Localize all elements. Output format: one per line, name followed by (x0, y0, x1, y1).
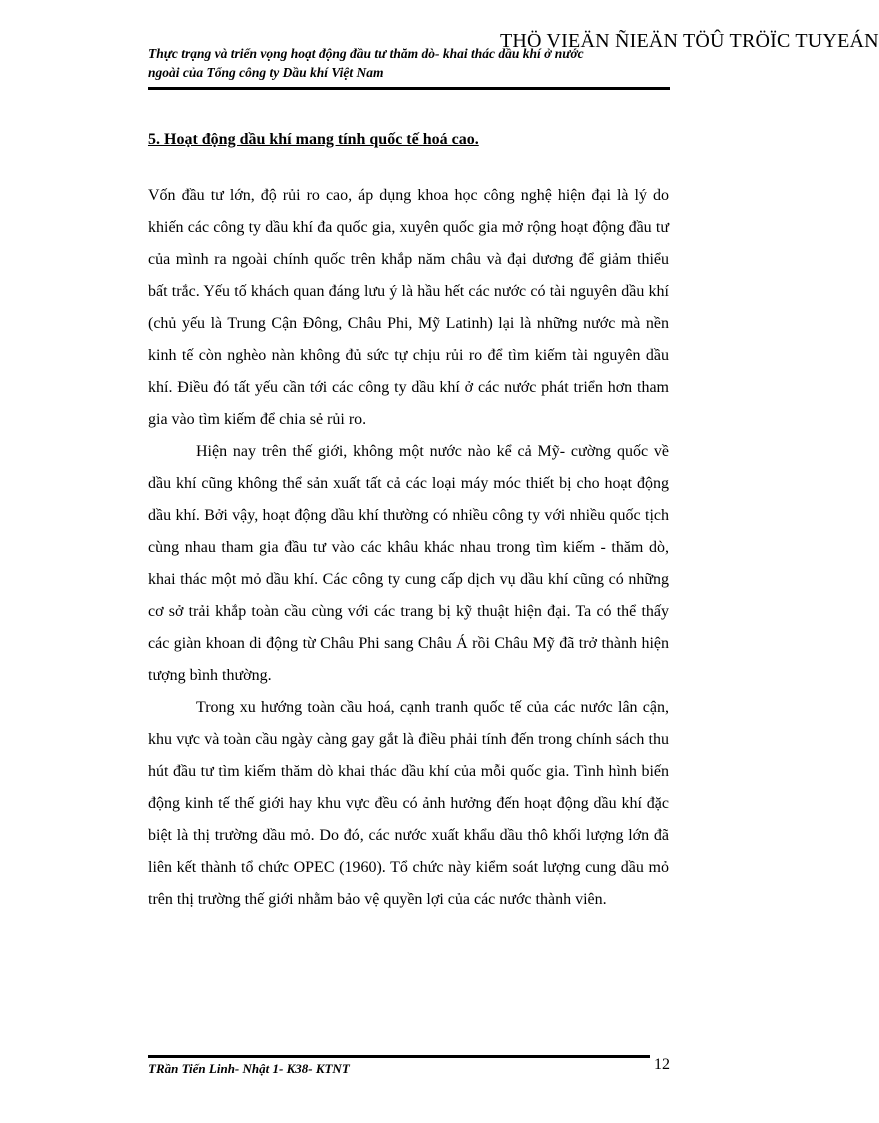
footer-rule (148, 1055, 650, 1058)
header-line-2: ngoài của Tổng công ty Dầu khí Việt Nam (148, 65, 384, 80)
section-title: 5. Hoạt động dầu khí mang tính quốc tế hoá cao. (148, 131, 479, 148)
body-text (148, 180, 669, 916)
paragraph-1: Vốn đầu tư lớn, độ rủi ro cao, áp dụng khoa học công nghệ hiện đại là lý do khiến các công ty dầu khí đa quốc gia, xuyên quốc gia mở rộng hoạt động đầu tư của mình ra ngoài chính quốc trên khắp năm châu và đại dương để giảm thiểu bất trắc. Yếu tố khách quan đáng lưu ý là hầu hết các nước có tài nguyên dầu khí (chủ yếu là Trung Cận Đông, Châu Phi, Mỹ Latinh) lại là những nước mà nền kinh tế còn nghèo nàn không đủ sức tự chịu rủi ro để tìm kiếm tài nguyên dầu khí. Điều đó tất yếu cần tới các công ty dầu khí ở các nước phát triển hơn tham gia vào tìm kiếm để chia sẻ rủi ro. (148, 187, 669, 428)
header-rule (148, 87, 670, 90)
header-line-1: Thực trạng và triển vọng hoạt động đầu tư thăm dò- khai thác dầu khí ở nước (148, 46, 584, 61)
watermark-text: THÖ VIEÄN ÑIEÄN TÖÛ TRÖÏC TUYEÁN (500, 30, 879, 52)
running-header (148, 44, 670, 82)
paragraph-2: Hiện nay trên thế giới, không một nước nào kể cả Mỹ- cường quốc về dầu khí cũng không thể sản xuất tất cả các loại máy móc thiết bị cho hoạt động dầu khí. Bởi vậy, hoạt động dầu khí thường có nhiều công ty với nhiều quốc tịch cùng nhau tham gia đầu tư vào các khâu khác nhau trong tìm kiếm - thăm dò, khai thác một mỏ dầu khí. Các công ty cung cấp dịch vụ dầu khí cũng có những cơ sở trải khắp toàn cầu cùng với các trang bị kỹ thuật hiện đại. Ta có thể thấy các giàn khoan di động từ Châu Phi sang Châu Á rồi Châu Mỹ đã trở thành hiện tượng bình thường. (148, 443, 669, 684)
page-number: 12 (654, 1056, 670, 1073)
paragraph-3: Trong xu hướng toàn cầu hoá, cạnh tranh quốc tế của các nước lân cận, khu vực và toàn cầu ngày càng gay gắt là điều phải tính đến trong chính sách thu hút đầu tư tìm kiếm thăm dò khai thác dầu khí của mỗi quốc gia. Tình hình biến động kinh tế thế giới hay khu vực đều có ảnh hưởng đến hoạt động dầu khí đặc biệt là thị trường dầu mỏ. Do đó, các nước xuất khẩu dầu thô khối lượng lớn đã liên kết thành tổ chức OPEC (1960). Tổ chức này kiểm soát lượng cung dầu mỏ trên thị trường thế giới nhằm bảo vệ quyền lợi của các nước thành viên. (148, 699, 669, 908)
footer-author: TRần Tiến Linh- Nhật 1- K38- KTNT (148, 1061, 350, 1076)
